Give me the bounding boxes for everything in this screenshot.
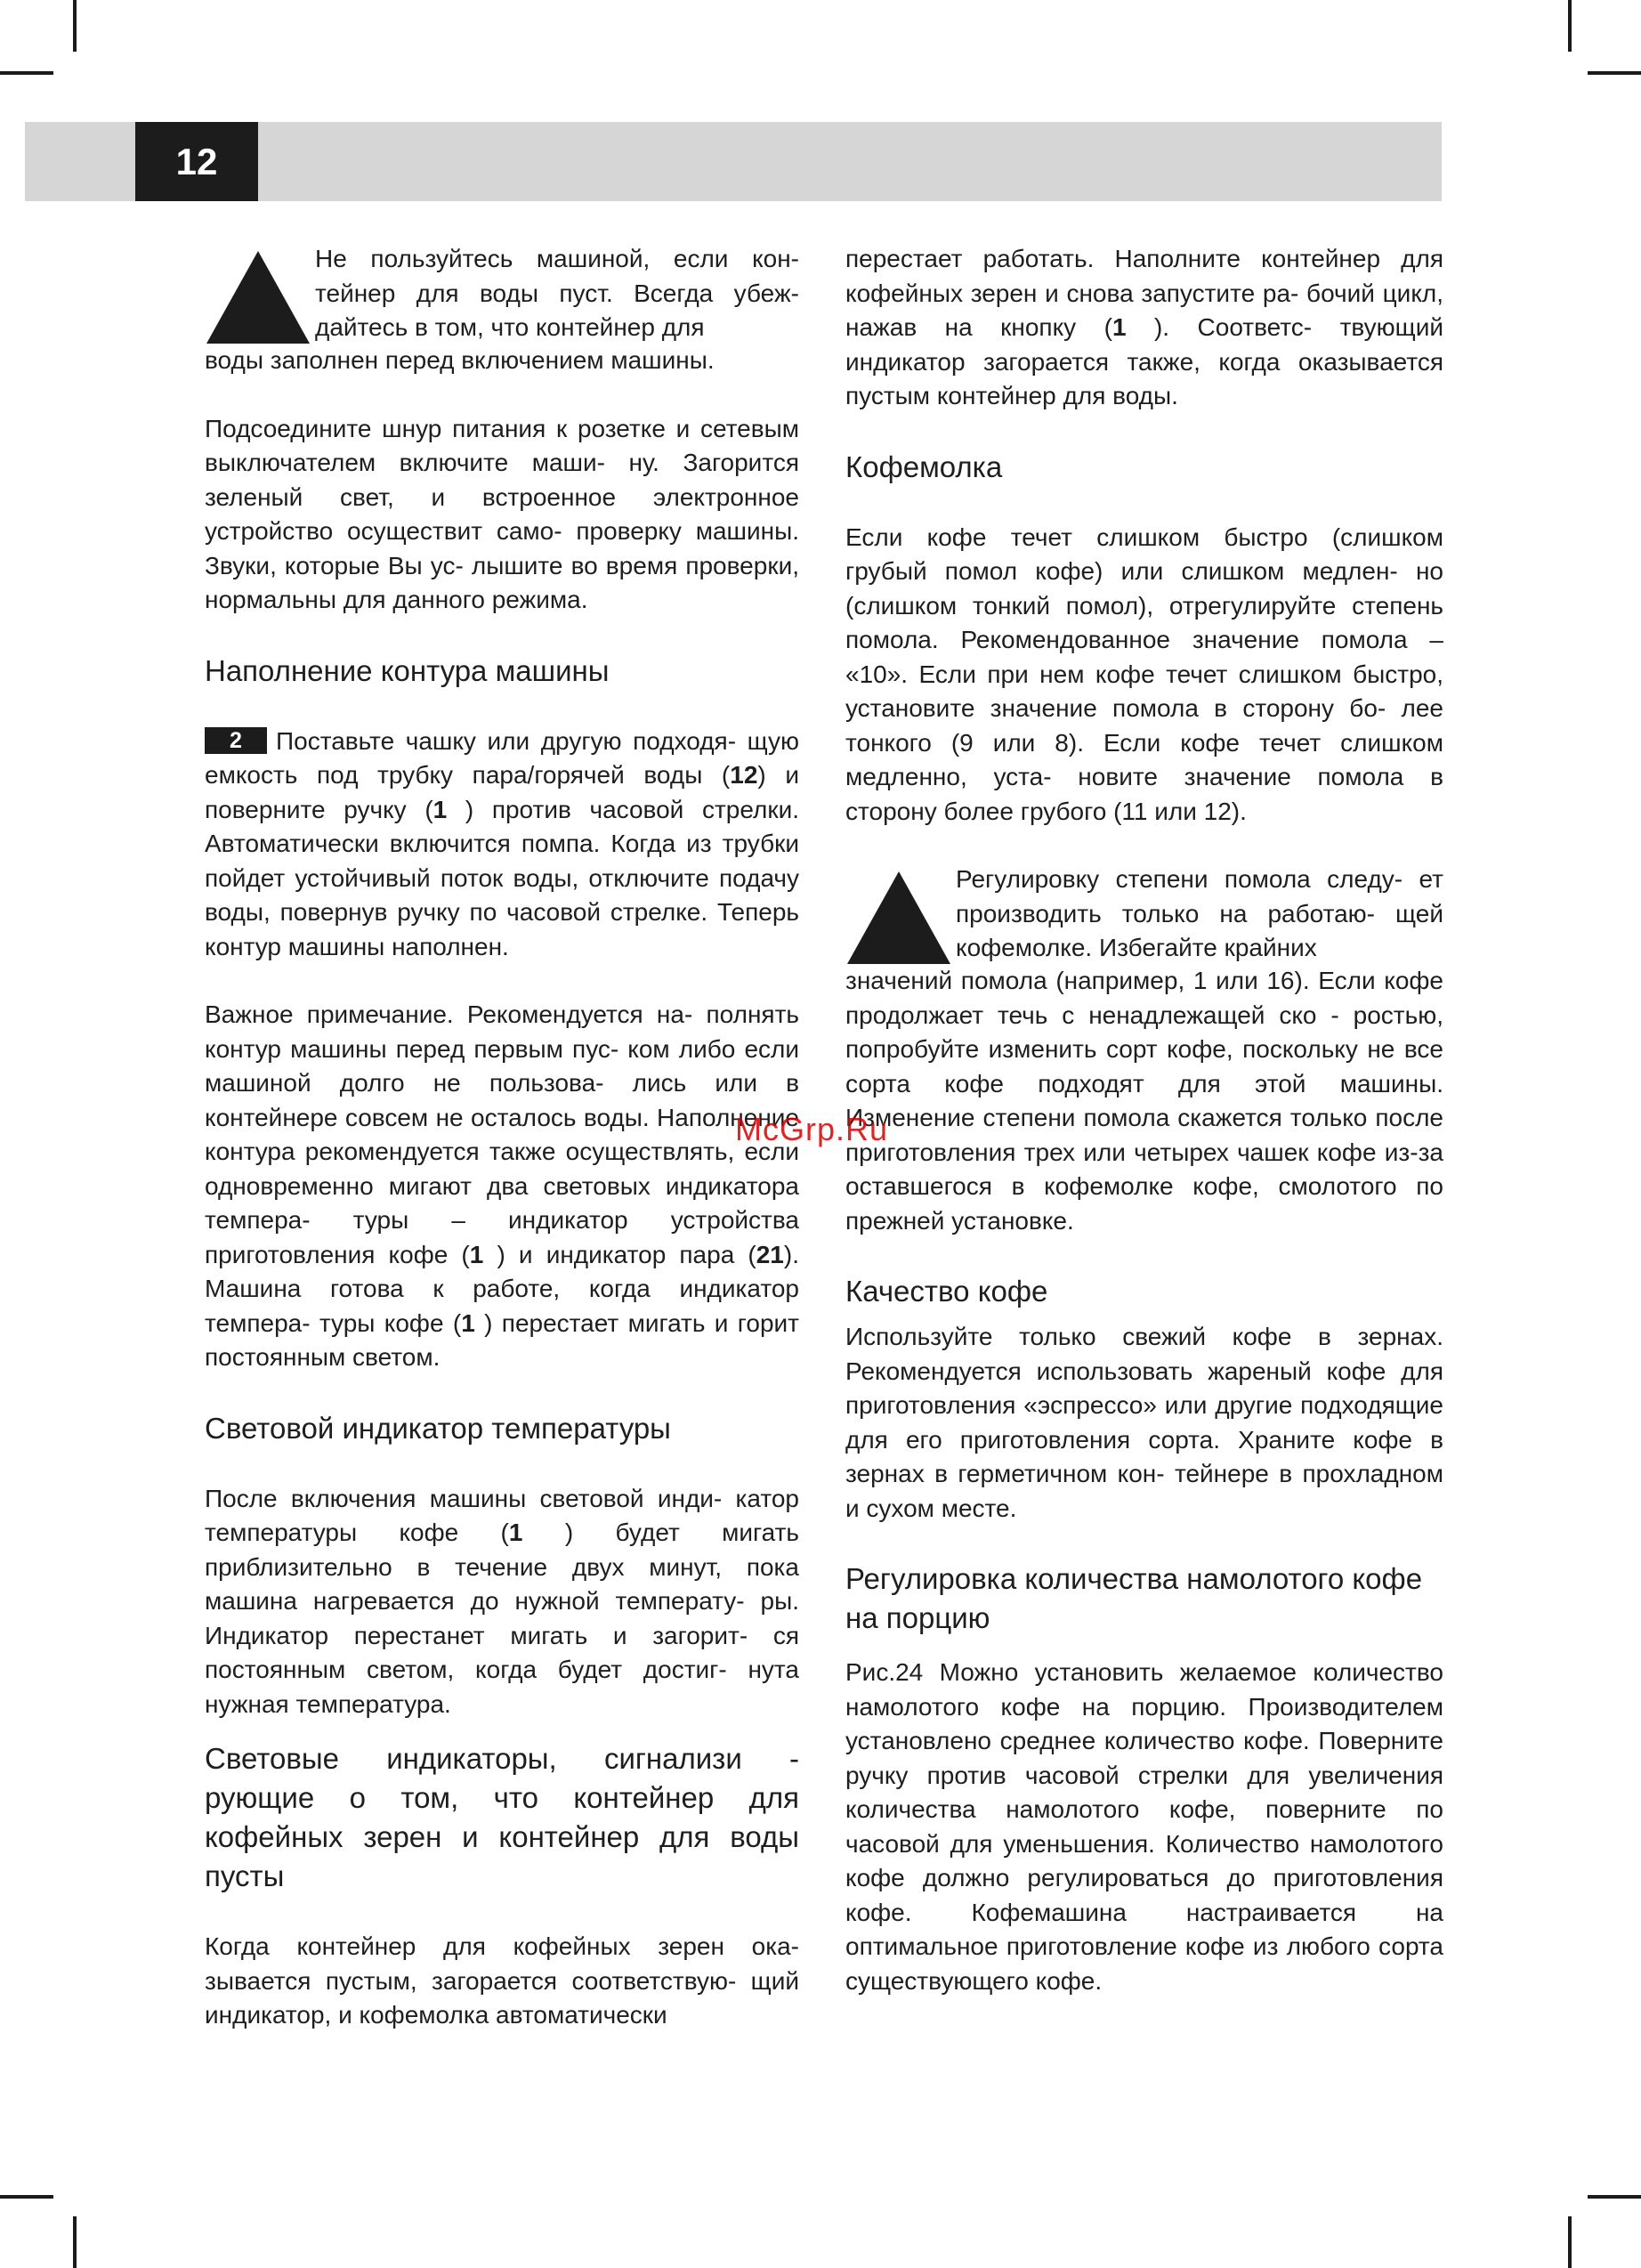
crop-mark: [1588, 2195, 1641, 2199]
paragraph-coffee-quality: Используйте только свежий кофе в зернах. Рекомендуется использовать жареный кофе для приготовления «эспрессо» или другие подходящие для его приготовления сорта. Храните кофе в зернах в герметичном кон- тейнере в прохладном и сухом месте.: [845, 1323, 1443, 1522]
paragraph-grinder: Если кофе течет слишком быстро (слишком грубый помол кофе) или слишком медлен- но (слишком тонкий помол), отрегулируйте степень помола. Рекомендованное значение помола – «10». Если при нем кофе течет слишком быстро, установите значение помола в сторону бо- лее тонкого (9 или 8). Если кофе течет слишком медленно, уста- новите значение помола в сторону более грубого (11 или 12).: [845, 522, 1443, 825]
warning-text-lead: Не пользуйтесь машиной, если кон- тейнер для воды пуст. Всегда убеж- дайтесь в том, что контейнер для: [315, 245, 799, 341]
warning2-text-lead: Регулировку степени помола следу- ет производить только на работаю- щей кофемолке. Избегайте крайних: [956, 865, 1443, 961]
crop-mark: [1568, 0, 1572, 52]
paragraph-grind-amount: Рис.24 Можно установить желаемое количество намолотого кофе на порцию. Производителем установлено среднее количество кофе. Поверните ручку против часовой стрелки для увеличения количества намолотого кофе, поверните по часовой для уменьшения. Количество намолотого кофе должно регулироваться до приготовления кофе. Кофемашина настраивается на оптимальное приготовление кофе из любого сорта существующего кофе.: [845, 1658, 1443, 1995]
right-column: [845, 242, 1443, 1998]
left-column: [205, 242, 799, 2033]
warning-triangle-icon: [205, 249, 311, 345]
paragraph-important-note: Важное примечание. Рекомендуется на- полнять контур машины перед первым пус- ком либо если машиной долго не пользова- лись или в контейнере совсем не осталось воды. Наполнение контура рекомендуется также осуществлять, если одновременно мигают два световых индикатора темпера- туры – индикатор устройства приготовления кофе (1 ) и индикатор пара (21). Машина готова к работе, когда индикатор темпера- туры кофе (1 ) перестает мигать и горит постоянным светом.: [205, 1000, 799, 1371]
crop-mark: [1568, 2216, 1572, 2268]
heading-grinder: Кофемолка: [845, 450, 1003, 483]
heading-empty-indicators: Световые индикаторы, сигнализи - рующие о том, что контейнер для кофейных зерен и контейнер для воды пусты: [205, 1742, 799, 1892]
crop-mark: [73, 0, 77, 52]
crop-mark: [1588, 71, 1641, 75]
warning-block: [205, 242, 799, 379]
paragraph-temperature: После включения машины световой инди- катор температуры кофе (1 ) будет мигать приблизительно в течение двух минут, пока машина нагревается до нужной температу- ры. Индикатор перестанет мигать и загорит- ся постоянным светом, когда будет достиг- нута нужная температура.: [205, 1484, 799, 1718]
paragraph-fill-circuit: 2 Поставьте чашку или другую подходя- щую емкость под трубку пара/горячей воды (12) и поверните ручку (1 ) против часовой стрелки. Автоматически включится помпа. Когда из трубки пойдет устойчивый поток воды, отключите подачу воды, повернув ручку по часовой стрелке. Теперь контур машины наполнен.: [205, 726, 800, 960]
crop-mark: [0, 2195, 53, 2199]
paragraph-continued: перестает работать. Наполните контейнер для кофейных зерен и снова запустите ра- бочий цикл, нажав на кнопку (1 ). Соответс- твующий индикатор загорается также, когда оказывается пустым контейнер для воды.: [845, 245, 1443, 409]
crop-mark: [0, 71, 53, 75]
warning-block-grinder: [845, 863, 1443, 1000]
heading-fill-circuit: Наполнение контура машины: [205, 653, 610, 687]
page-number: 12: [135, 122, 258, 201]
warning2-text-rest: значений помола (например, 1 или 16). Если кофе продолжает течь с ненадлежащей ско - ростью, попробуйте изменить сорт кофе, поскольку не все сорта кофе подходят для этой машины. Изменение степени помола скажется только после приготовления трех или четырех чашек кофе из-за оставшегося в кофемолке кофе, смолотого по прежней установке.: [845, 967, 1443, 1235]
heading-grind-amount: Регулировка количества намолотого кофе на порцию: [845, 1562, 1423, 1634]
watermark: McGrp.Ru: [735, 1111, 889, 1147]
crop-mark: [73, 2216, 77, 2268]
paragraph-empty-container: Когда контейнер для кофейных зерен ока- зывается пустым, загорается соответствую- щий индикатор, и кофемолка автоматически: [205, 1932, 799, 2029]
heading-coffee-quality: Качество кофе: [845, 1275, 1048, 1308]
paragraph-connect: Подсоедините шнур питания к розетке и сетевым выключателем включите маши- ну. Загорится зеленый свет, и встроенное электронное устройство осуществит само- проверку машины. Звуки, которые Вы ус- лышите во время проверки, нормальны для данного режима.: [205, 414, 799, 613]
warning-text-rest: воды заполнен перед включением машины.: [205, 346, 715, 374]
heading-temperature-indicator: Световой индикатор температуры: [205, 1411, 671, 1445]
figure-badge: 2: [205, 727, 267, 754]
warning-triangle-icon: [845, 870, 952, 966]
